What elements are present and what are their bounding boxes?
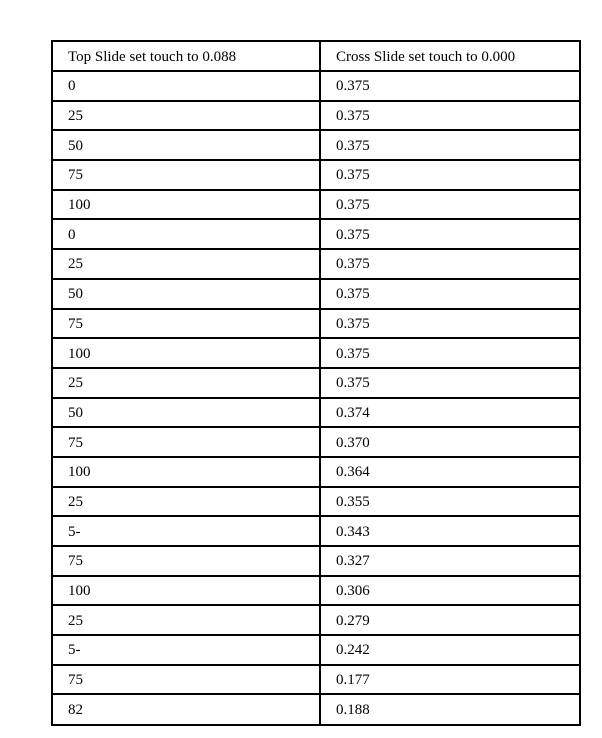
measurement-table xyxy=(51,40,581,726)
cell-cross-slide: 0.374 xyxy=(320,398,580,428)
cell-top-slide: 0 xyxy=(52,219,320,249)
table-row xyxy=(52,605,580,635)
table-row xyxy=(52,487,580,517)
cell-cross-slide: 0.375 xyxy=(320,368,580,398)
cell-top-slide: 75 xyxy=(52,546,320,576)
table-row xyxy=(52,160,580,190)
table-row xyxy=(52,576,580,606)
cell-cross-slide: 0.375 xyxy=(320,309,580,339)
table-row xyxy=(52,249,580,279)
table-row xyxy=(52,71,580,101)
table-row xyxy=(52,516,580,546)
cell-cross-slide: 0.375 xyxy=(320,338,580,368)
cell-top-slide: 25 xyxy=(52,368,320,398)
cell-top-slide: 100 xyxy=(52,576,320,606)
cell-cross-slide: 0.370 xyxy=(320,427,580,457)
cell-top-slide: 5- xyxy=(52,516,320,546)
cell-top-slide: 75 xyxy=(52,309,320,339)
header-top-slide: Top Slide set touch to 0.088 xyxy=(52,41,320,71)
cell-top-slide: 25 xyxy=(52,605,320,635)
cell-cross-slide: 0.375 xyxy=(320,279,580,309)
table-row xyxy=(52,457,580,487)
cell-top-slide: 75 xyxy=(52,160,320,190)
table-row xyxy=(52,130,580,160)
cell-cross-slide: 0.355 xyxy=(320,487,580,517)
cell-top-slide: 5- xyxy=(52,635,320,665)
cell-cross-slide: 0.375 xyxy=(320,249,580,279)
cell-cross-slide: 0.188 xyxy=(320,694,580,725)
table-row xyxy=(52,190,580,220)
cell-top-slide: 100 xyxy=(52,457,320,487)
cell-cross-slide: 0.242 xyxy=(320,635,580,665)
cell-cross-slide: 0.375 xyxy=(320,219,580,249)
cell-top-slide: 75 xyxy=(52,427,320,457)
table-row xyxy=(52,635,580,665)
cell-cross-slide: 0.375 xyxy=(320,160,580,190)
cell-top-slide: 100 xyxy=(52,338,320,368)
table-row xyxy=(52,279,580,309)
cell-cross-slide: 0.343 xyxy=(320,516,580,546)
cell-cross-slide: 0.375 xyxy=(320,130,580,160)
table-row xyxy=(52,665,580,695)
table-row xyxy=(52,546,580,576)
cell-cross-slide: 0.375 xyxy=(320,71,580,101)
table-row xyxy=(52,398,580,428)
cell-cross-slide: 0.375 xyxy=(320,190,580,220)
table-body xyxy=(52,41,580,725)
cell-top-slide: 82 xyxy=(52,694,320,725)
table-row xyxy=(52,368,580,398)
cell-cross-slide: 0.327 xyxy=(320,546,580,576)
cell-top-slide: 75 xyxy=(52,665,320,695)
table-row xyxy=(52,101,580,131)
cell-cross-slide: 0.279 xyxy=(320,605,580,635)
table-header-row xyxy=(52,41,580,71)
cell-top-slide: 25 xyxy=(52,101,320,131)
cell-top-slide: 25 xyxy=(52,249,320,279)
cell-top-slide: 50 xyxy=(52,279,320,309)
cell-top-slide: 50 xyxy=(52,398,320,428)
cell-cross-slide: 0.177 xyxy=(320,665,580,695)
cell-cross-slide: 0.306 xyxy=(320,576,580,606)
cell-cross-slide: 0.364 xyxy=(320,457,580,487)
table-row xyxy=(52,694,580,725)
table-row xyxy=(52,309,580,339)
table-row xyxy=(52,219,580,249)
cell-top-slide: 0 xyxy=(52,71,320,101)
cell-top-slide: 50 xyxy=(52,130,320,160)
table-row xyxy=(52,427,580,457)
header-cross-slide: Cross Slide set touch to 0.000 xyxy=(320,41,580,71)
cell-cross-slide: 0.375 xyxy=(320,101,580,131)
cell-top-slide: 100 xyxy=(52,190,320,220)
table-row xyxy=(52,338,580,368)
cell-top-slide: 25 xyxy=(52,487,320,517)
